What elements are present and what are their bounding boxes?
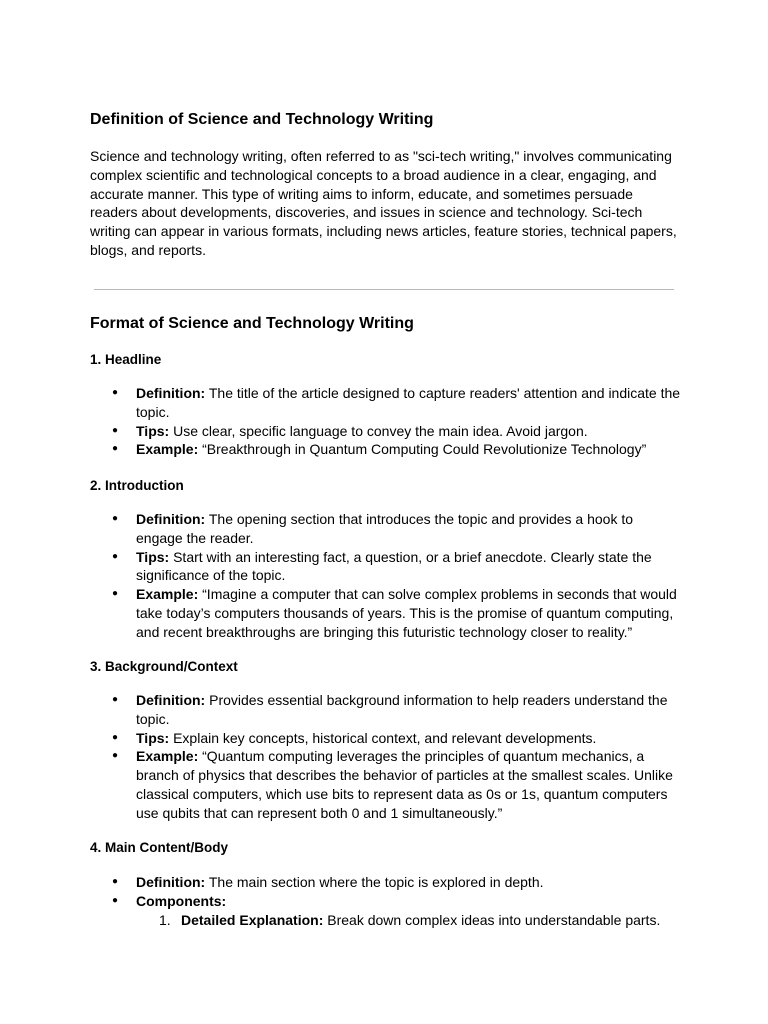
list-item — [90, 384, 682, 422]
item-text: Break down complex ideas into understandable parts. — [323, 911, 661, 928]
section-list-background — [90, 691, 682, 823]
item-text: Explain key concepts, historical context, and relevant developments. — [169, 729, 597, 746]
item-label: Definition: — [136, 511, 206, 527]
section-heading-main-content: 4. Main Content/Body — [90, 840, 228, 855]
item-text: Start with an interesting fact, a question, or a brief anecdote. Clearly state the significance of the topic. — [136, 548, 652, 584]
numbered-item — [136, 911, 682, 930]
item-label: Tips: — [136, 729, 170, 746]
list-item — [90, 691, 682, 729]
item-text: “Quantum computing leverages the principles of quantum mechanics, a branch of physics that describes the behavior of particles at the smallest scales. Unlike classical computers, which use bits to represent data as 0s or 1s, quantum computers use qubits that can represent both 0 and 1 simultaneously.” — [136, 748, 673, 821]
item-text: Use clear, specific language to convey the main idea. Avoid jargon. — [169, 422, 588, 439]
section-heading-background: 3. Background/Context — [90, 659, 238, 674]
item-label: Tips: — [136, 548, 170, 565]
section-list-main-content — [90, 873, 682, 929]
item-label: Definition: — [136, 874, 206, 890]
item-text: “Breakthrough in Quantum Computing Could Revolutionize Technology” — [198, 441, 647, 458]
list-item — [90, 510, 682, 548]
components-sublist — [136, 911, 682, 930]
item-text: Provides essential background information to help readers understand the topic. — [136, 692, 668, 727]
item-label: Definition: — [136, 692, 206, 708]
item-label: Components: — [136, 892, 227, 909]
list-item — [90, 422, 682, 441]
horizontal-divider — [94, 289, 674, 290]
item-label: Tips: — [136, 422, 170, 439]
list-item — [90, 892, 682, 930]
definition-paragraph: Science and technology writing, often referred to as "sci-tech writing," involves communicating complex scientific and technological concepts to a broad audience in a clear, engaging, and accurate manner. This type of writing aims to inform, educate, and sometimes persuade readers about developments, discoveries, and issues in science and technology. Sci-tech writing can appear in various formats, including news articles, feature stories, technical papers, blogs, and reports. — [90, 148, 677, 258]
item-text: “Imagine a computer that can solve complex problems in seconds that would take today’s computers thousands of years. This is the promise of quantum computing, and recent breakthroughs are bringing this futuristic technology closer to reality.” — [136, 586, 677, 640]
item-text: The main section where the topic is explored in depth. — [205, 874, 544, 890]
item-number: 1. — [159, 911, 171, 928]
section-list-introduction — [90, 510, 682, 642]
item-label: Detailed Explanation: — [181, 911, 324, 928]
item-text: The title of the article designed to capture readers' attention and indicate the topic. — [136, 385, 681, 420]
section-list-headline — [90, 384, 682, 459]
definition-title: Definition of Science and Technology Writing — [90, 111, 434, 128]
list-item — [90, 729, 682, 748]
item-label: Example: — [136, 586, 199, 603]
list-item — [90, 440, 682, 459]
item-text: The opening section that introduces the topic and provides a hook to engage the reader. — [136, 511, 634, 546]
item-label: Example: — [136, 441, 199, 458]
section-heading-headline: 1. Headline — [90, 352, 162, 367]
format-title: Format of Science and Technology Writing — [90, 315, 414, 332]
section-heading-introduction: 2. Introduction — [90, 478, 184, 493]
list-item — [90, 747, 682, 822]
list-item — [90, 873, 682, 892]
item-label: Example: — [136, 748, 199, 765]
list-item — [90, 548, 682, 586]
list-item — [90, 585, 682, 641]
item-label: Definition: — [136, 385, 206, 401]
